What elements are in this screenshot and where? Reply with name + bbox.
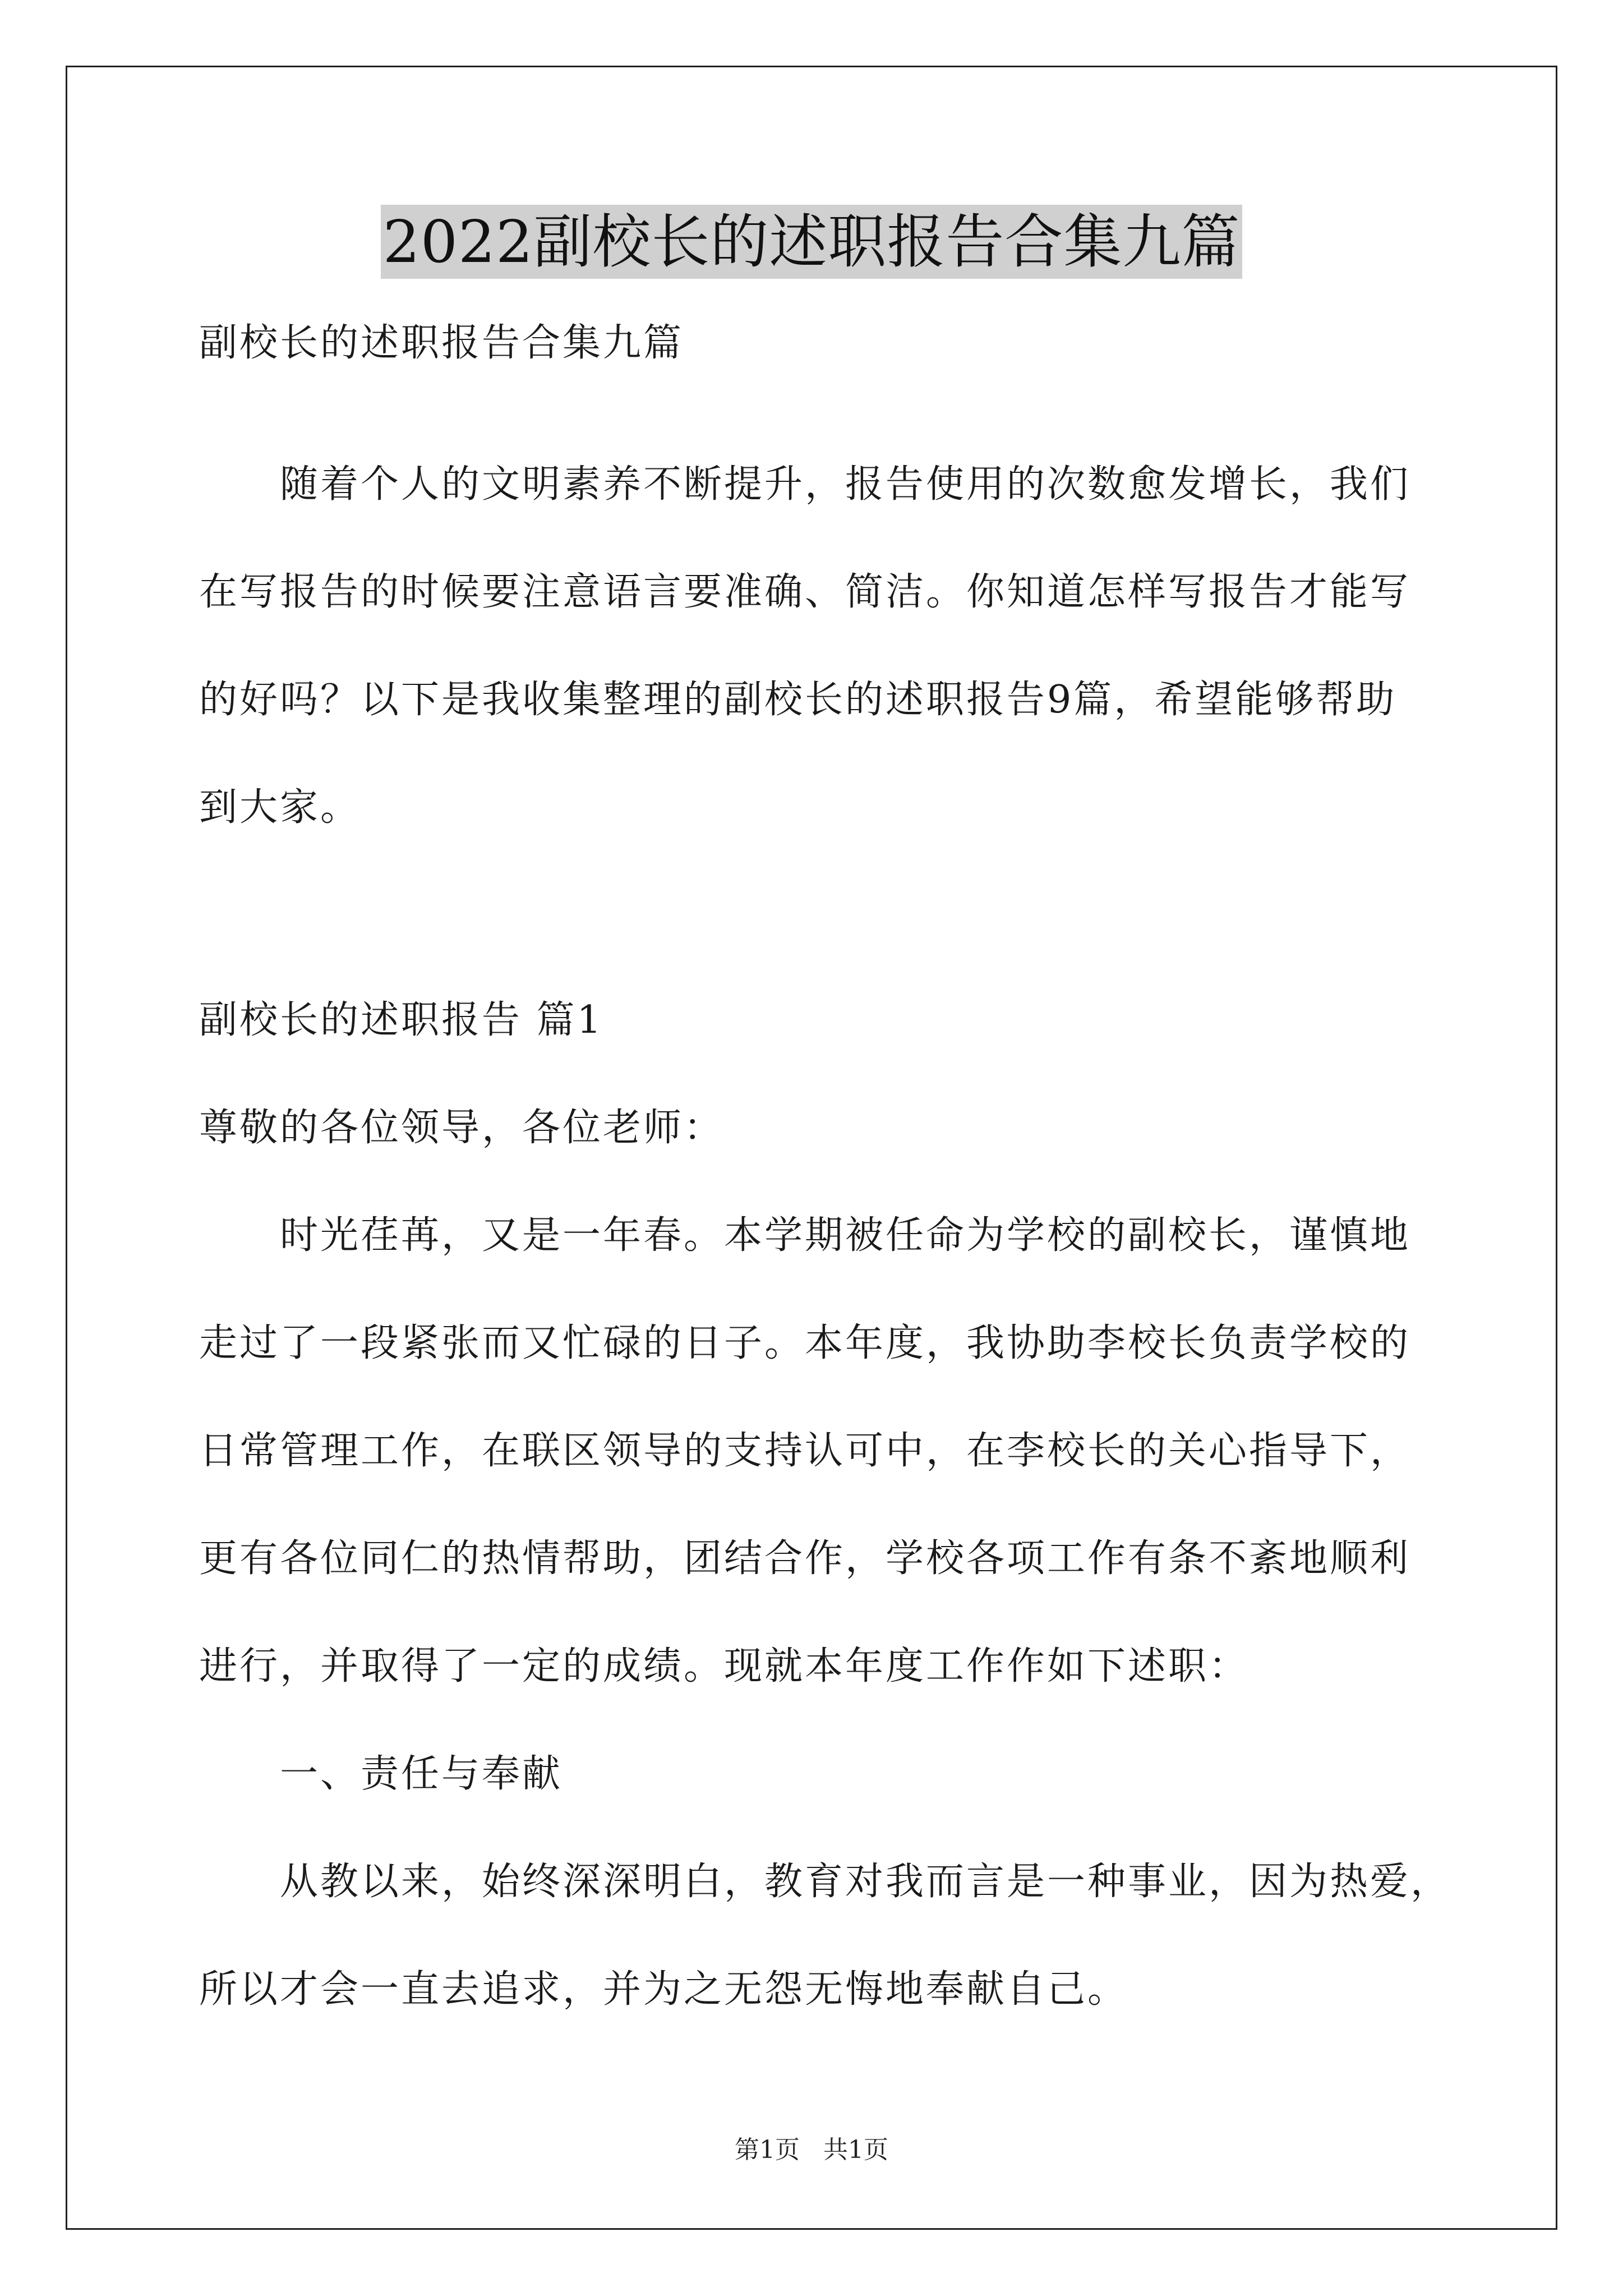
para1-line-1: 时光荏苒，又是一年春。本学期被任命为学校的副校长，谨慎地 bbox=[199, 1213, 1411, 1258]
title-container bbox=[0, 205, 1623, 279]
salutation: 尊敬的各位领导，各位老师： bbox=[199, 1106, 725, 1150]
para2-line-2: 所以才会一直去追求，并为之无怨无悔地奉献自己。 bbox=[199, 1967, 1128, 2012]
page-total: 共1页 bbox=[823, 2136, 888, 2164]
intro-line-4: 到大家。 bbox=[199, 785, 361, 830]
para1-line-4: 更有各位同仁的热情帮助，团结合作，学校各项工作有条不紊地顺利 bbox=[199, 1536, 1411, 1581]
intro-line-2: 在写报告的时候要注意语言要准确、简洁。你知道怎样写报告才能写 bbox=[199, 570, 1411, 614]
intro-line-1: 随着个人的文明素养不断提升，报告使用的次数愈发增长，我们 bbox=[199, 462, 1411, 507]
page-number: 第1页 bbox=[735, 2136, 800, 2164]
para1-line-5: 进行，并取得了一定的成绩。现就本年度工作作如下述职： bbox=[199, 1644, 1249, 1688]
intro-line-3: 的好吗？以下是我收集整理的副校长的述职报告9篇，希望能够帮助 bbox=[199, 678, 1397, 722]
section-heading: 副校长的述职报告 篇1 bbox=[199, 998, 603, 1042]
document-title: 2022副校长的述职报告合集九篇 bbox=[381, 205, 1243, 279]
page-footer bbox=[0, 2134, 1623, 2166]
sub-heading: 一、责任与奉献 bbox=[199, 1752, 563, 1796]
document-subtitle: 副校长的述职报告合集九篇 bbox=[199, 321, 684, 365]
para1-line-3: 日常管理工作，在联区领导的支持认可中，在李校长的关心指导下， bbox=[199, 1429, 1411, 1473]
para2-line-1: 从教以来，始终深深明白，教育对我而言是一种事业，因为热爱， bbox=[199, 1860, 1451, 1904]
para1-line-2: 走过了一段紧张而又忙碌的日子。本年度，我协助李校长负责学校的 bbox=[199, 1321, 1411, 1365]
